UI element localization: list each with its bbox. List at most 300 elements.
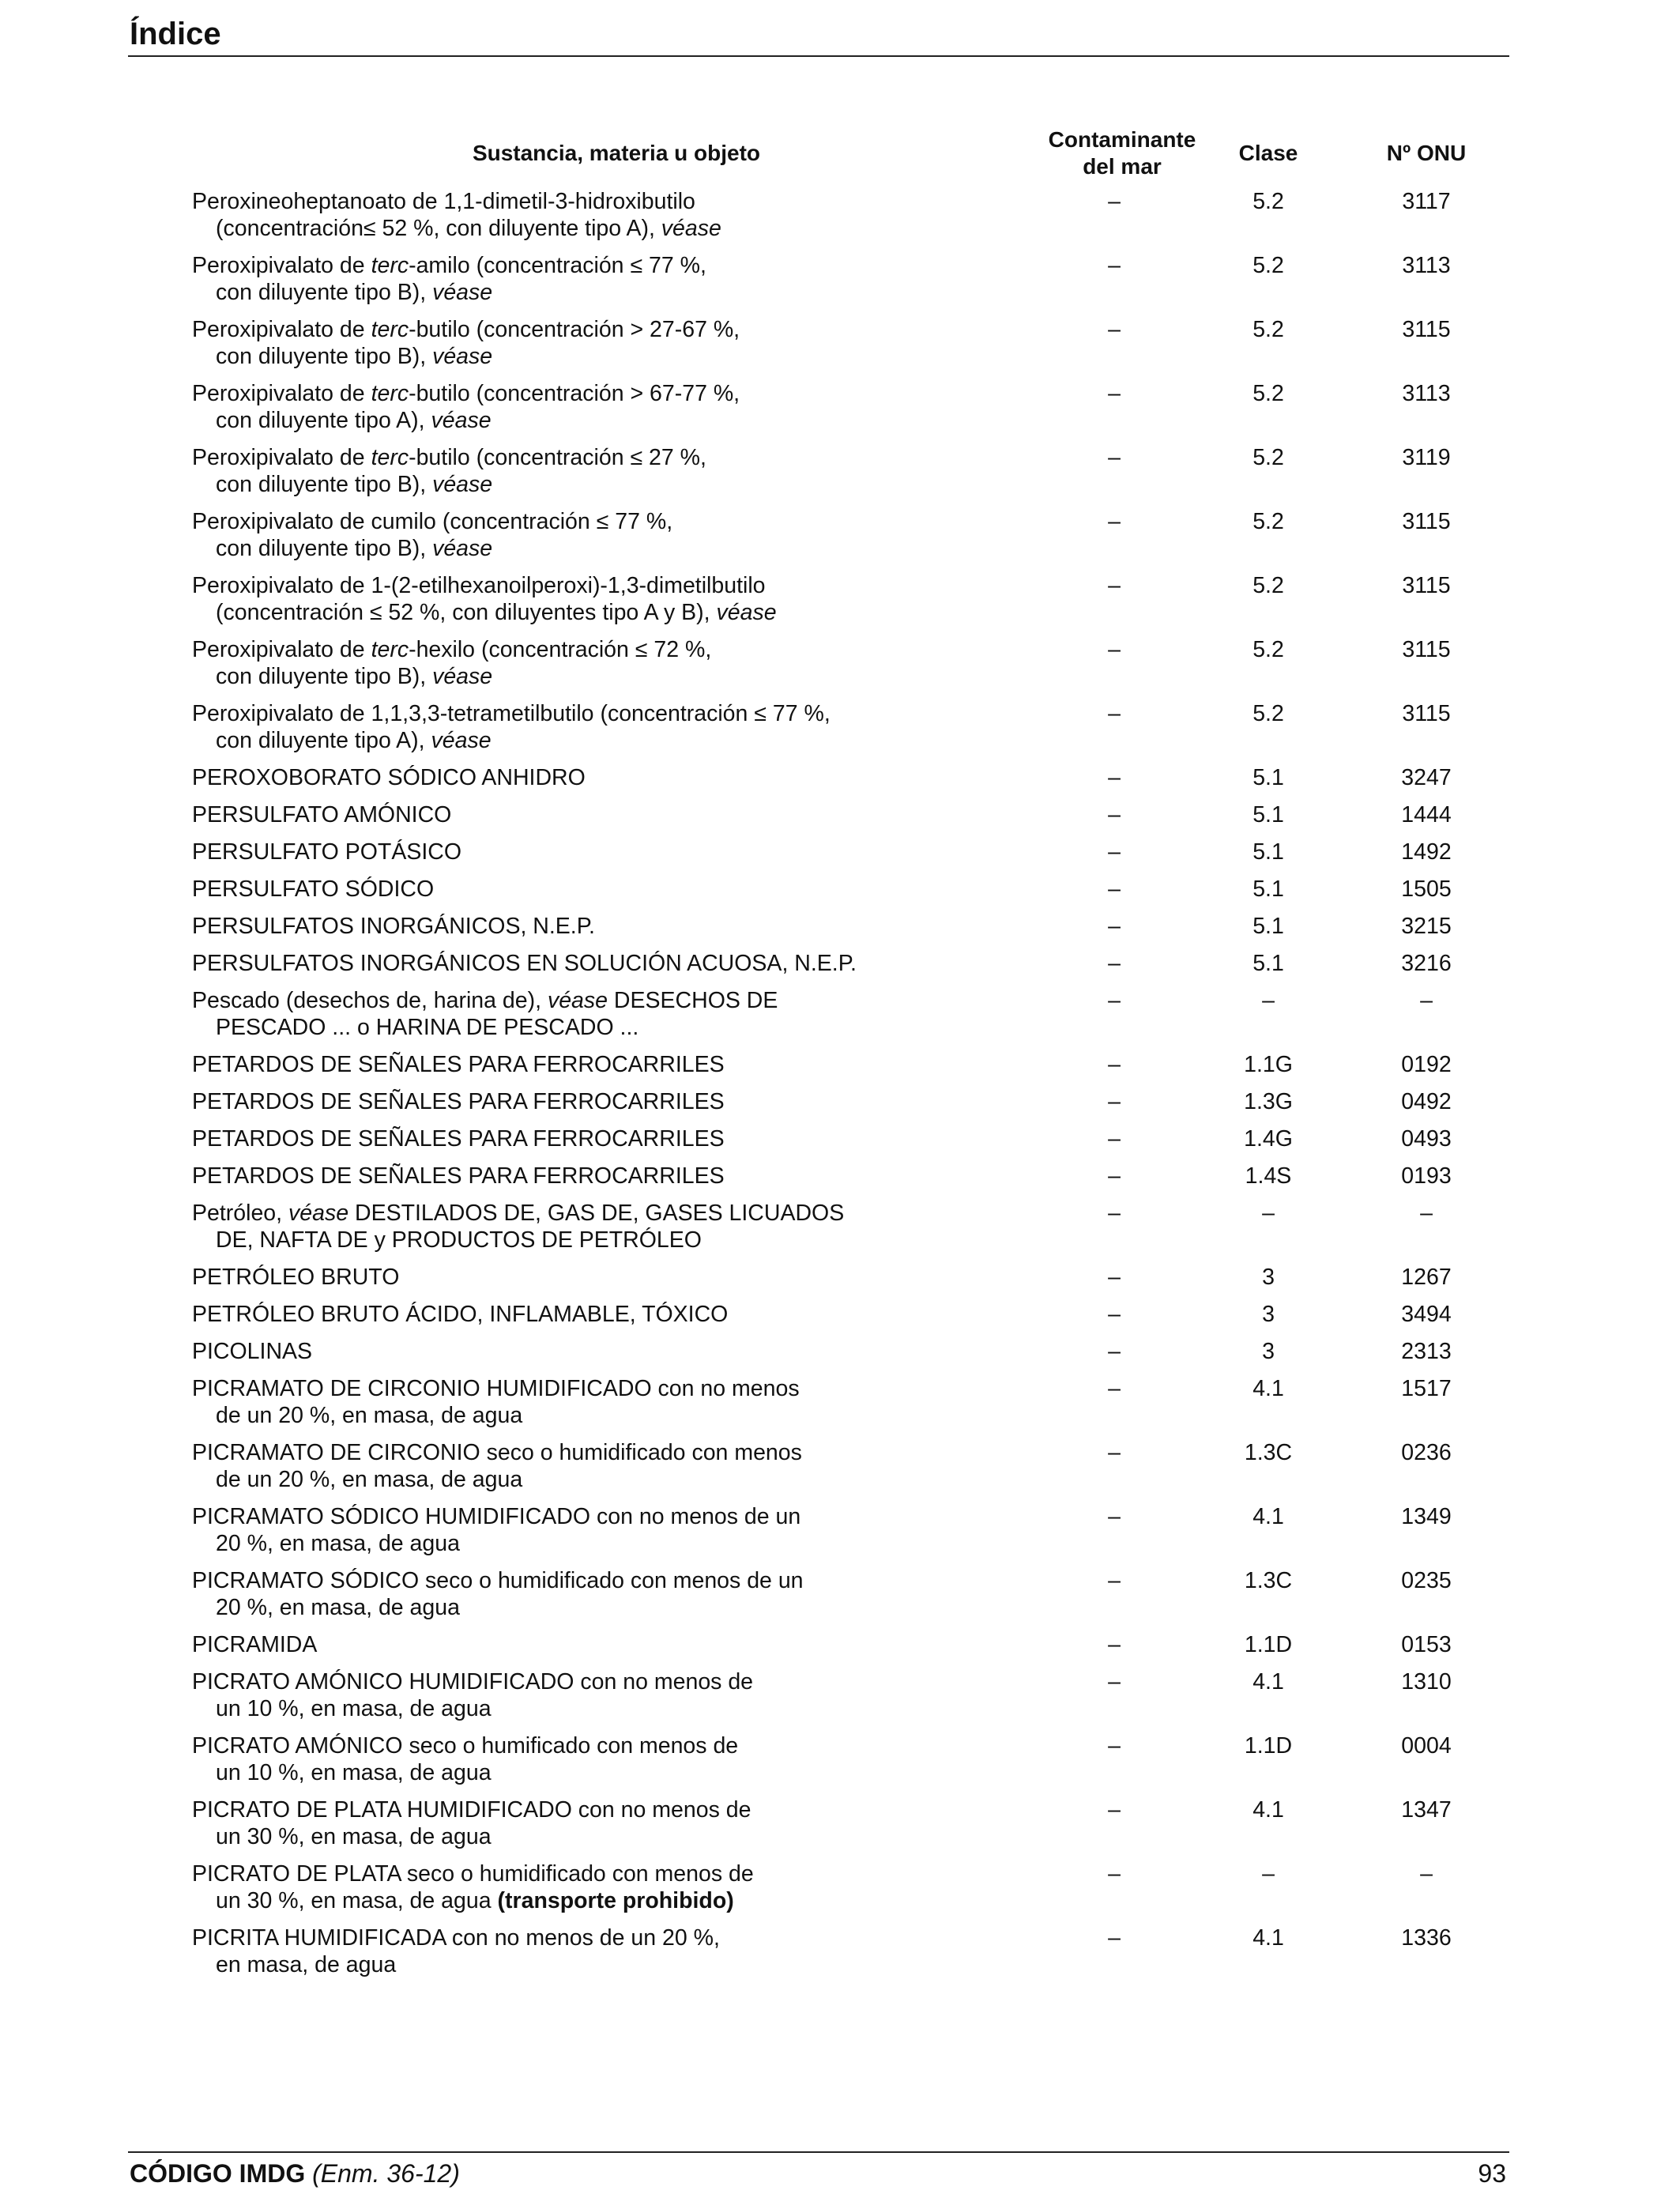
substance-name <box>192 1732 1014 1786</box>
table-row <box>0 1338 1680 1375</box>
class-cell: 1.3C <box>1244 1568 1293 1593</box>
marine-pollutant-cell: – <box>1108 1797 1121 1823</box>
substance-text: de un 20 %, en masa, de agua <box>216 1403 523 1428</box>
substance-name <box>192 987 1014 1041</box>
substance-line <box>192 1732 1014 1759</box>
substance-text: terc <box>371 445 409 470</box>
footer-code-name: CÓDIGO IMDG <box>130 2159 306 2188</box>
substance-text: PICRATO AMÓNICO HUMIDIFICADO con no menos de <box>192 1669 754 1695</box>
class-cell: 5.1 <box>1252 839 1284 865</box>
substance-name <box>192 1796 1014 1850</box>
substance-name <box>192 1088 1014 1115</box>
substance-line <box>192 535 1014 562</box>
table-row <box>0 1264 1680 1301</box>
class-cell: 3 <box>1262 1265 1275 1290</box>
table-row <box>0 1503 1680 1567</box>
substance-text: DESECHOS DE <box>608 988 778 1013</box>
substance-text: PESCADO ... o HARINA DE PESCADO ... <box>216 1015 639 1040</box>
substance-name <box>192 1301 1014 1328</box>
marine-pollutant-cell: – <box>1108 1440 1121 1465</box>
un-number-cell: 1310 <box>1401 1669 1452 1695</box>
class-cell: 5.1 <box>1252 951 1284 976</box>
table-row <box>0 508 1680 572</box>
class-cell: – <box>1262 988 1275 1013</box>
substance-line <box>192 508 1014 535</box>
class-cell: 3 <box>1262 1302 1275 1327</box>
marine-pollutant-cell: – <box>1108 317 1121 342</box>
substance-text: (transporte prohibido) <box>497 1888 734 1913</box>
substance-text: PERSULFATOS INORGÁNICOS, N.E.P. <box>192 914 595 939</box>
un-number-cell: 3117 <box>1402 189 1451 214</box>
substance-text: véase <box>431 408 492 433</box>
class-cell: – <box>1262 1201 1275 1226</box>
marine-pollutant-cell: – <box>1108 1302 1121 1327</box>
un-number-cell: 1492 <box>1401 839 1452 865</box>
substance-text: PETARDOS DE SEÑALES PARA FERROCARRILES <box>192 1052 725 1077</box>
substance-text: 20 %, en masa, de agua <box>216 1531 460 1556</box>
class-cell: 3 <box>1262 1339 1275 1364</box>
substance-text: terc <box>371 317 409 342</box>
substance-line <box>192 1051 1014 1078</box>
un-number-cell: 1347 <box>1401 1797 1452 1823</box>
substance-text: DESTILADOS DE, GAS DE, GASES LICUADOS <box>348 1201 845 1226</box>
table-row <box>0 316 1680 380</box>
substance-text: con diluyente tipo B), <box>216 664 433 689</box>
substance-line <box>192 913 1014 940</box>
substance-name <box>192 1051 1014 1078</box>
substance-text: PERSULFATO AMÓNICO <box>192 802 452 827</box>
class-cell: 1.3C <box>1244 1440 1293 1465</box>
substance-name <box>192 1264 1014 1291</box>
substance-text: véase <box>661 216 721 241</box>
substance-text: PICRAMATO DE CIRCONIO seco o humidificado con menos <box>192 1440 802 1465</box>
substance-line <box>192 252 1014 279</box>
substance-line <box>192 1163 1014 1189</box>
substance-line <box>192 1759 1014 1786</box>
substance-line <box>192 1125 1014 1152</box>
column-header-marine-line2: del mar <box>1083 154 1162 179</box>
substance-text: PICRAMATO SÓDICO seco o humidificado con menos de un <box>192 1568 804 1593</box>
substance-text: con diluyente tipo B), <box>216 536 433 561</box>
substance-line <box>192 1631 1014 1658</box>
un-number-cell: 1444 <box>1401 802 1452 827</box>
marine-pollutant-cell: – <box>1108 381 1121 406</box>
page-number: 93 <box>1478 2159 1506 2188</box>
substance-text: PERSULFATO POTÁSICO <box>192 839 462 865</box>
table-row <box>0 1631 1680 1668</box>
class-cell: 5.2 <box>1252 381 1284 406</box>
table-row <box>0 1301 1680 1338</box>
marine-pollutant-cell: – <box>1108 951 1121 976</box>
table-row <box>0 1088 1680 1125</box>
substance-line <box>192 1402 1014 1429</box>
substance-text: véase <box>432 536 493 561</box>
substance-line <box>192 1088 1014 1115</box>
substance-name <box>192 1200 1014 1253</box>
marine-pollutant-cell: – <box>1108 701 1121 726</box>
marine-pollutant-cell: – <box>1108 253 1121 278</box>
marine-pollutant-cell: – <box>1108 1163 1121 1189</box>
un-number-cell: 0236 <box>1401 1440 1452 1465</box>
class-cell: 1.4G <box>1244 1126 1293 1152</box>
substance-text: un 30 %, en masa, de agua <box>216 1824 492 1849</box>
class-cell: – <box>1262 1861 1275 1887</box>
marine-pollutant-cell: – <box>1108 1339 1121 1364</box>
substance-text: PICRATO AMÓNICO seco o humificado con menos de <box>192 1733 739 1759</box>
un-number-cell: 0235 <box>1401 1568 1452 1593</box>
substance-text: PICRATO DE PLATA HUMIDIFICADO con no menos de <box>192 1797 751 1823</box>
un-number-cell: 1267 <box>1401 1265 1452 1290</box>
substance-name <box>192 839 1014 865</box>
substance-line <box>192 215 1014 242</box>
marine-pollutant-cell: – <box>1108 1201 1121 1226</box>
index-table <box>0 188 1680 1989</box>
un-number-cell: 3115 <box>1402 317 1451 342</box>
substance-line <box>192 663 1014 690</box>
table-row <box>0 1924 1680 1989</box>
substance-text: PICRITA HUMIDIFICADA con no menos de un 20 %, <box>192 1925 720 1951</box>
substance-text: un 10 %, en masa, de agua <box>216 1760 492 1785</box>
substance-text: véase <box>547 988 608 1013</box>
un-number-cell: 3113 <box>1402 253 1451 278</box>
table-row <box>0 1796 1680 1860</box>
un-number-cell: 3216 <box>1401 951 1452 976</box>
substance-text: 20 %, en masa, de agua <box>216 1595 460 1620</box>
table-row <box>0 987 1680 1051</box>
substance-text: PERSULFATO SÓDICO <box>192 876 435 902</box>
un-number-cell: – <box>1420 1861 1433 1887</box>
class-cell: 1.4S <box>1245 1163 1292 1189</box>
un-number-cell: 3119 <box>1402 445 1451 470</box>
marine-pollutant-cell: – <box>1108 189 1121 214</box>
class-cell: 5.1 <box>1252 802 1284 827</box>
table-row <box>0 700 1680 764</box>
class-cell: 1.1D <box>1244 1733 1293 1759</box>
substance-name <box>192 1163 1014 1189</box>
column-header-un-number: Nº ONU <box>1386 141 1467 165</box>
marine-pollutant-cell: – <box>1108 637 1121 662</box>
class-cell: 5.2 <box>1252 573 1284 598</box>
substance-name <box>192 1924 1014 1978</box>
substance-name <box>192 188 1014 242</box>
un-number-cell: 1349 <box>1401 1504 1452 1529</box>
class-cell: 1.1G <box>1244 1052 1293 1077</box>
class-cell: 1.1D <box>1244 1632 1293 1657</box>
table-row <box>0 1125 1680 1163</box>
substance-name <box>192 950 1014 977</box>
un-number-cell: 3215 <box>1401 914 1452 939</box>
class-cell: 1.3G <box>1244 1089 1293 1114</box>
table-row <box>0 1668 1680 1732</box>
substance-text: véase <box>288 1201 349 1226</box>
substance-text: PETARDOS DE SEÑALES PARA FERROCARRILES <box>192 1163 725 1189</box>
substance-line <box>192 1503 1014 1530</box>
marine-pollutant-cell: – <box>1108 914 1121 939</box>
page-header <box>128 14 1509 57</box>
substance-text: PICRAMATO DE CIRCONIO HUMIDIFICADO con no menos <box>192 1376 800 1401</box>
marine-pollutant-cell: – <box>1108 1265 1121 1290</box>
substance-line <box>192 407 1014 434</box>
substance-text: véase <box>431 728 492 753</box>
substance-line <box>192 1375 1014 1402</box>
marine-pollutant-cell: – <box>1108 1568 1121 1593</box>
substance-text: terc <box>371 637 409 662</box>
substance-text: PETARDOS DE SEÑALES PARA FERROCARRILES <box>192 1126 725 1152</box>
footer-code <box>130 2158 460 2189</box>
substance-text: PETRÓLEO BRUTO <box>192 1265 400 1290</box>
substance-line <box>192 1823 1014 1850</box>
substance-text: -amilo (concentración ≤ 77 %, <box>409 253 706 278</box>
substance-text: véase <box>716 600 777 625</box>
substance-line <box>192 1668 1014 1695</box>
table-row <box>0 1051 1680 1088</box>
substance-line <box>192 727 1014 754</box>
un-number-cell: 0153 <box>1401 1632 1452 1657</box>
substance-text: (concentración ≤ 52 %, con diluyentes tipo A y B), <box>216 600 717 625</box>
substance-name <box>192 1375 1014 1429</box>
marine-pollutant-cell: – <box>1108 1089 1121 1114</box>
substance-text: PERSULFATOS INORGÁNICOS EN SOLUCIÓN ACUOSA, N.E.P. <box>192 951 857 976</box>
substance-text: Peroxipivalato de 1,1,3,3-tetrametilbutilo (concentración ≤ 77 %, <box>192 701 831 726</box>
column-header-class: Clase <box>1238 141 1298 165</box>
marine-pollutant-cell: – <box>1108 988 1121 1013</box>
substance-line <box>192 1924 1014 1951</box>
substance-name <box>192 636 1014 690</box>
un-number-cell: 3115 <box>1402 573 1451 598</box>
marine-pollutant-cell: – <box>1108 1126 1121 1152</box>
marine-pollutant-cell: – <box>1108 1504 1121 1529</box>
substance-line <box>192 316 1014 343</box>
table-row <box>0 950 1680 987</box>
page-title: Índice <box>130 17 221 51</box>
table-row <box>0 1375 1680 1439</box>
substance-line <box>192 1695 1014 1722</box>
substance-name <box>192 876 1014 903</box>
substance-line <box>192 700 1014 727</box>
un-number-cell: 2313 <box>1401 1339 1452 1364</box>
column-header-marine-line1: Contaminante <box>1048 127 1196 152</box>
substance-name <box>192 1860 1014 1914</box>
substance-name <box>192 508 1014 562</box>
page-footer <box>128 2151 1509 2192</box>
marine-pollutant-cell: – <box>1108 1052 1121 1077</box>
table-row <box>0 188 1680 252</box>
substance-text: un 30 %, en masa, de agua <box>216 1888 498 1913</box>
substance-text: véase <box>432 472 493 497</box>
class-cell: 4.1 <box>1252 1669 1284 1695</box>
table-row <box>0 839 1680 876</box>
substance-line <box>192 1264 1014 1291</box>
table-row <box>0 913 1680 950</box>
substance-text: Peroxipivalato de 1-(2-etilhexanoilperoxi)-1,3-dimetilbutilo <box>192 573 766 598</box>
substance-line <box>192 950 1014 977</box>
substance-line <box>192 572 1014 599</box>
substance-text: véase <box>432 344 493 369</box>
substance-name <box>192 444 1014 498</box>
substance-text: de un 20 %, en masa, de agua <box>216 1467 523 1492</box>
substance-text: Peroxipivalato de <box>192 637 371 662</box>
substance-name <box>192 1631 1014 1658</box>
table-row <box>0 1860 1680 1924</box>
table-row <box>0 1732 1680 1796</box>
substance-name <box>192 801 1014 828</box>
substance-line <box>192 801 1014 828</box>
class-cell: 5.2 <box>1252 637 1284 662</box>
substance-line <box>192 1887 1014 1914</box>
substance-text: PETRÓLEO BRUTO ÁCIDO, INFLAMABLE, TÓXICO <box>192 1302 729 1327</box>
un-number-cell: 0004 <box>1401 1733 1452 1759</box>
marine-pollutant-cell: – <box>1108 1632 1121 1657</box>
substance-line <box>192 764 1014 791</box>
substance-line <box>192 471 1014 498</box>
table-row <box>0 1439 1680 1503</box>
table-row <box>0 252 1680 316</box>
class-cell: 4.1 <box>1252 1504 1284 1529</box>
marine-pollutant-cell: – <box>1108 1733 1121 1759</box>
table-row <box>0 876 1680 913</box>
substance-name <box>192 764 1014 791</box>
substance-line <box>192 987 1014 1014</box>
class-cell: 4.1 <box>1252 1925 1284 1951</box>
substance-text: PETARDOS DE SEÑALES PARA FERROCARRILES <box>192 1089 725 1114</box>
substance-text: con diluyente tipo B), <box>216 280 433 305</box>
marine-pollutant-cell: – <box>1108 802 1121 827</box>
substance-line <box>192 1227 1014 1253</box>
substance-text: PICRAMATO SÓDICO HUMIDIFICADO con no menos de un <box>192 1504 801 1529</box>
substance-text: Petróleo, <box>192 1201 288 1226</box>
class-cell: 5.2 <box>1252 253 1284 278</box>
un-number-cell: 0193 <box>1401 1163 1452 1189</box>
substance-line <box>192 1014 1014 1041</box>
substance-text: un 10 %, en masa, de agua <box>216 1696 492 1721</box>
substance-text: en masa, de agua <box>216 1952 397 1977</box>
substance-name <box>192 380 1014 434</box>
un-number-cell: 1517 <box>1401 1376 1452 1401</box>
marine-pollutant-cell: – <box>1108 1669 1121 1695</box>
substance-line <box>192 876 1014 903</box>
substance-name <box>192 1503 1014 1557</box>
marine-pollutant-cell: – <box>1108 1925 1121 1951</box>
marine-pollutant-cell: – <box>1108 1376 1121 1401</box>
footer-edition: (Enm. 36-12) <box>312 2159 460 2188</box>
un-number-cell: 1505 <box>1401 876 1452 902</box>
substance-line <box>192 1594 1014 1621</box>
substance-text: véase <box>432 664 493 689</box>
substance-text: Pescado (desechos de, harina de), <box>192 988 548 1013</box>
substance-text: con diluyente tipo B), <box>216 344 433 369</box>
substance-text: terc <box>371 381 409 406</box>
un-number-cell: 0192 <box>1401 1052 1452 1077</box>
substance-line <box>192 1796 1014 1823</box>
substance-name <box>192 316 1014 370</box>
substance-line <box>192 1301 1014 1328</box>
class-cell: 5.2 <box>1252 509 1284 534</box>
marine-pollutant-cell: – <box>1108 839 1121 865</box>
substance-text: Peroxipivalato de <box>192 381 371 406</box>
table-row <box>0 636 1680 700</box>
marine-pollutant-cell: – <box>1108 876 1121 902</box>
un-number-cell: 3247 <box>1401 765 1452 790</box>
un-number-cell: 3115 <box>1402 637 1451 662</box>
marine-pollutant-cell: – <box>1108 445 1121 470</box>
substance-name <box>192 1668 1014 1722</box>
table-row <box>0 380 1680 444</box>
substance-text: PICRAMIDA <box>192 1632 318 1657</box>
substance-text: Peroxipivalato de <box>192 317 371 342</box>
class-cell: 4.1 <box>1252 1376 1284 1401</box>
substance-line <box>192 1439 1014 1466</box>
un-number-cell: 3494 <box>1401 1302 1452 1327</box>
table-row <box>0 764 1680 801</box>
substance-line <box>192 343 1014 370</box>
substance-line <box>192 380 1014 407</box>
substance-text: -butilo (concentración ≤ 27 %, <box>409 445 706 470</box>
marine-pollutant-cell: – <box>1108 509 1121 534</box>
substance-text: Peroxipivalato de <box>192 445 371 470</box>
substance-line <box>192 599 1014 626</box>
un-number-cell: – <box>1420 1201 1433 1226</box>
substance-name <box>192 572 1014 626</box>
substance-text: (concentración≤ 52 %, con diluyente tipo A), <box>216 216 661 241</box>
un-number-cell: 0492 <box>1401 1089 1452 1114</box>
substance-text: con diluyente tipo A), <box>216 408 431 433</box>
substance-line <box>192 1338 1014 1365</box>
table-header <box>0 126 1680 185</box>
substance-text: -butilo (concentración > 67-77 %, <box>409 381 740 406</box>
substance-text: Peroxipivalato de <box>192 253 371 278</box>
substance-line <box>192 444 1014 471</box>
class-cell: 5.1 <box>1252 876 1284 902</box>
un-number-cell: 3115 <box>1402 701 1451 726</box>
substance-text: -hexilo (concentración ≤ 72 %, <box>409 637 712 662</box>
class-cell: 5.2 <box>1252 701 1284 726</box>
table-row <box>0 1163 1680 1200</box>
table-row <box>0 801 1680 839</box>
table-row <box>0 444 1680 508</box>
substance-text: terc <box>371 253 409 278</box>
substance-text: Peroxineoheptanoato de 1,1-dimetil-3-hidroxibutilo <box>192 189 695 214</box>
substance-name <box>192 1439 1014 1493</box>
marine-pollutant-cell: – <box>1108 1861 1121 1887</box>
substance-name <box>192 700 1014 754</box>
substance-line <box>192 1860 1014 1887</box>
substance-text: véase <box>432 280 493 305</box>
substance-name <box>192 252 1014 306</box>
class-cell: 5.1 <box>1252 765 1284 790</box>
class-cell: 5.2 <box>1252 189 1284 214</box>
substance-text: Peroxipivalato de cumilo (concentración ≤ 77 %, <box>192 509 673 534</box>
table-row <box>0 572 1680 636</box>
substance-text: DE, NAFTA DE y PRODUCTOS DE PETRÓLEO <box>216 1227 702 1253</box>
substance-name <box>192 1567 1014 1621</box>
column-header-substance: Sustancia, materia u objeto <box>472 141 761 165</box>
table-row <box>0 1200 1680 1264</box>
substance-name <box>192 913 1014 940</box>
class-cell: 4.1 <box>1252 1797 1284 1823</box>
class-cell: 5.2 <box>1252 317 1284 342</box>
substance-name <box>192 1338 1014 1365</box>
substance-text: PICOLINAS <box>192 1339 313 1364</box>
substance-line <box>192 279 1014 306</box>
un-number-cell: 0493 <box>1401 1126 1452 1152</box>
substance-text: PICRATO DE PLATA seco o humidificado con menos de <box>192 1861 754 1887</box>
un-number-cell: 3115 <box>1402 509 1451 534</box>
substance-line <box>192 1567 1014 1594</box>
un-number-cell: – <box>1420 988 1433 1013</box>
un-number-cell: 1336 <box>1401 1925 1452 1951</box>
substance-line <box>192 1466 1014 1493</box>
substance-text: PEROXOBORATO SÓDICO ANHIDRO <box>192 765 586 790</box>
